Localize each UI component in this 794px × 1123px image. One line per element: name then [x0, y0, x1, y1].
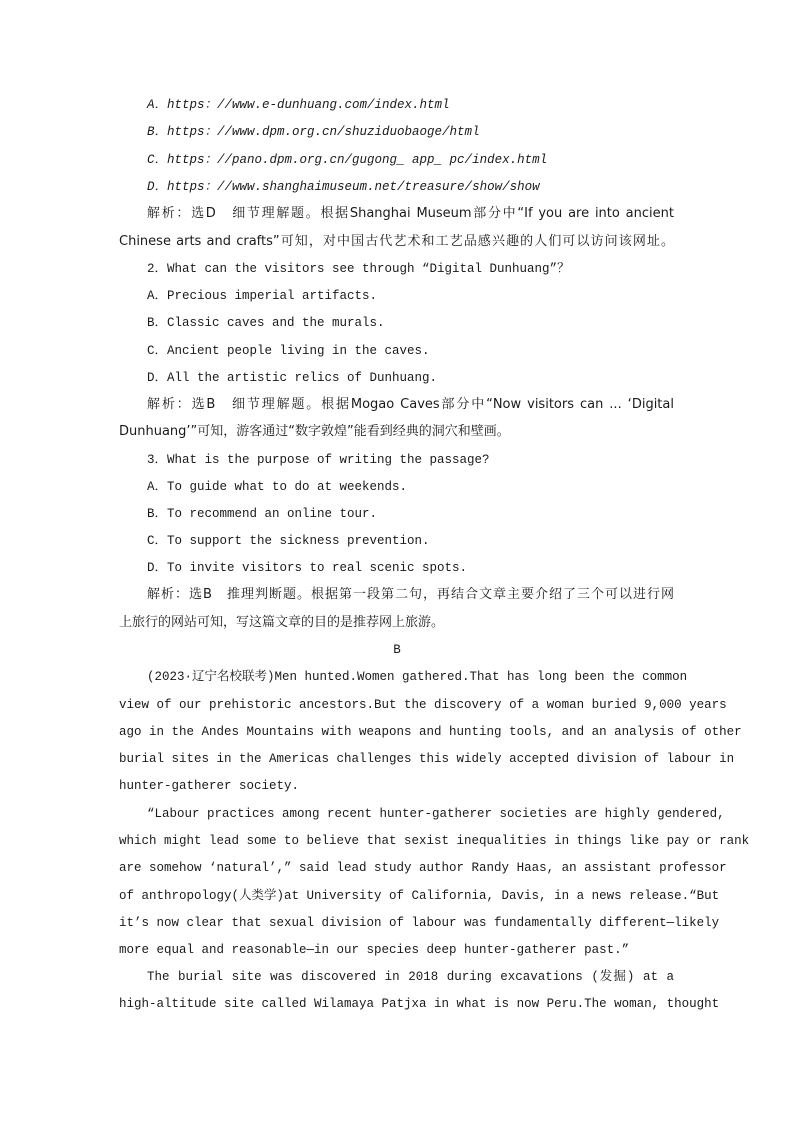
- passage-line-3: ago in the Andes Mountains with weapons and hunting tools, and an analysis of other: [119, 725, 742, 739]
- option-q1-b: [147, 123, 480, 141]
- option-url: https：//www.dpm.org.cn/shuziduobaoge/html: [167, 125, 480, 139]
- question-2-option-d: D．All the artistic relics of Dunhuang.: [147, 371, 438, 385]
- option-q1-c: [147, 151, 547, 169]
- analysis-text: 选D 细节理解题。根据Shanghai Museum部分中“If you are into ancient: [191, 206, 674, 221]
- passage-line-11: more equal and reasonable—in our species deep hunter-gatherer past.”: [119, 943, 630, 957]
- analysis-3-line-2: 上旅行的网站可知，写这篇文章的目的是推荐网上旅游。: [119, 615, 445, 630]
- analysis-1-line-2: Chinese arts and crafts”可知，对中国古代艺术和工艺品感兴趣的人们可以访问该网址。: [119, 234, 674, 249]
- option-letter: B．: [147, 125, 168, 139]
- analysis-label: 解析：: [147, 397, 192, 412]
- analysis-3-line-1: [147, 586, 674, 604]
- analysis-2-line-2: Dunhuang’”可知，游客通过“数字敦煌”能看到经典的洞穴和壁画。: [119, 424, 510, 439]
- analysis-label: 解析：: [147, 206, 192, 221]
- passage-line-4: burial sites in the Americas challenges this widely accepted division of labour in: [119, 752, 735, 766]
- passage-line-6: “Labour practices among recent hunter-gatherer societies are highly gendered,: [147, 807, 725, 821]
- option-letter: A．: [147, 98, 168, 112]
- question-3-stem: 3．What is the purpose of writing the passage?: [147, 453, 490, 467]
- option-q1-d: [147, 178, 540, 196]
- question-2-stem: 2．What can the visitors see through “Digital Dunhuang”？: [147, 262, 570, 276]
- passage-line-9: of anthropology(人类学)at University of California, Davis, in a news release.“But: [119, 889, 720, 903]
- analysis-text: 选B 细节理解题。根据Mogao Caves部分中“Now visitors can ... ‘Digital: [191, 397, 674, 412]
- passage-line-13: high-altitude site called Wilamaya Patjxa in what is now Peru.The woman, thought: [119, 997, 720, 1011]
- question-2-option-c: C．Ancient people living in the caves.: [147, 344, 430, 358]
- passage-line-2: view of our prehistoric ancestors.But the discovery of a woman buried 9,000 years: [119, 698, 727, 712]
- question-3-option-a: A．To guide what to do at weekends.: [147, 480, 408, 494]
- analysis-text: 选B 推理判断题。根据第一段第二句，再结合文章主要介绍了三个可以进行网: [189, 587, 674, 602]
- passage-line-5: hunter-gatherer society.: [119, 779, 300, 793]
- section-heading: B: [393, 643, 401, 657]
- question-2-option-a: A．Precious imperial artifacts.: [147, 289, 378, 303]
- question-3-option-d: D．To invite visitors to real scenic spots.: [147, 561, 468, 575]
- analysis-2-line-1: [147, 396, 674, 414]
- option-url: https：//www.e-dunhuang.com/index.html: [167, 98, 450, 112]
- passage-line-10: it’s now clear that sexual division of labour was fundamentally different—likely: [119, 916, 720, 930]
- option-url: https：//www.shanghaimuseum.net/treasure/show/show: [167, 180, 540, 194]
- question-3-option-c: C．To support the sickness prevention.: [147, 534, 430, 548]
- passage-line-1: (2023·辽宁名校联考)Men hunted.Women gathered.That has long been the common: [147, 670, 688, 684]
- analysis-1-line-1: [147, 205, 674, 223]
- option-url: https：//pano.dpm.org.cn/gugong_ app_ pc/index.html: [167, 153, 548, 167]
- question-2-option-b: B．Classic caves and the murals.: [147, 316, 385, 330]
- passage-line-8: are somehow ‘natural’,” said lead study author Randy Haas, an assistant professor: [119, 861, 727, 875]
- passage-line-12: The burial site was discovered in 2018 during excavations (发掘) at a: [147, 970, 674, 984]
- option-letter: D．: [147, 180, 168, 194]
- passage-line-7: which might lead some to believe that sexist inequalities in things like pay or rank: [119, 834, 750, 848]
- question-3-option-b: B．To recommend an online tour.: [147, 507, 378, 521]
- analysis-label: 解析：: [147, 587, 190, 602]
- option-q1-a: [147, 96, 450, 114]
- option-letter: C．: [147, 153, 168, 167]
